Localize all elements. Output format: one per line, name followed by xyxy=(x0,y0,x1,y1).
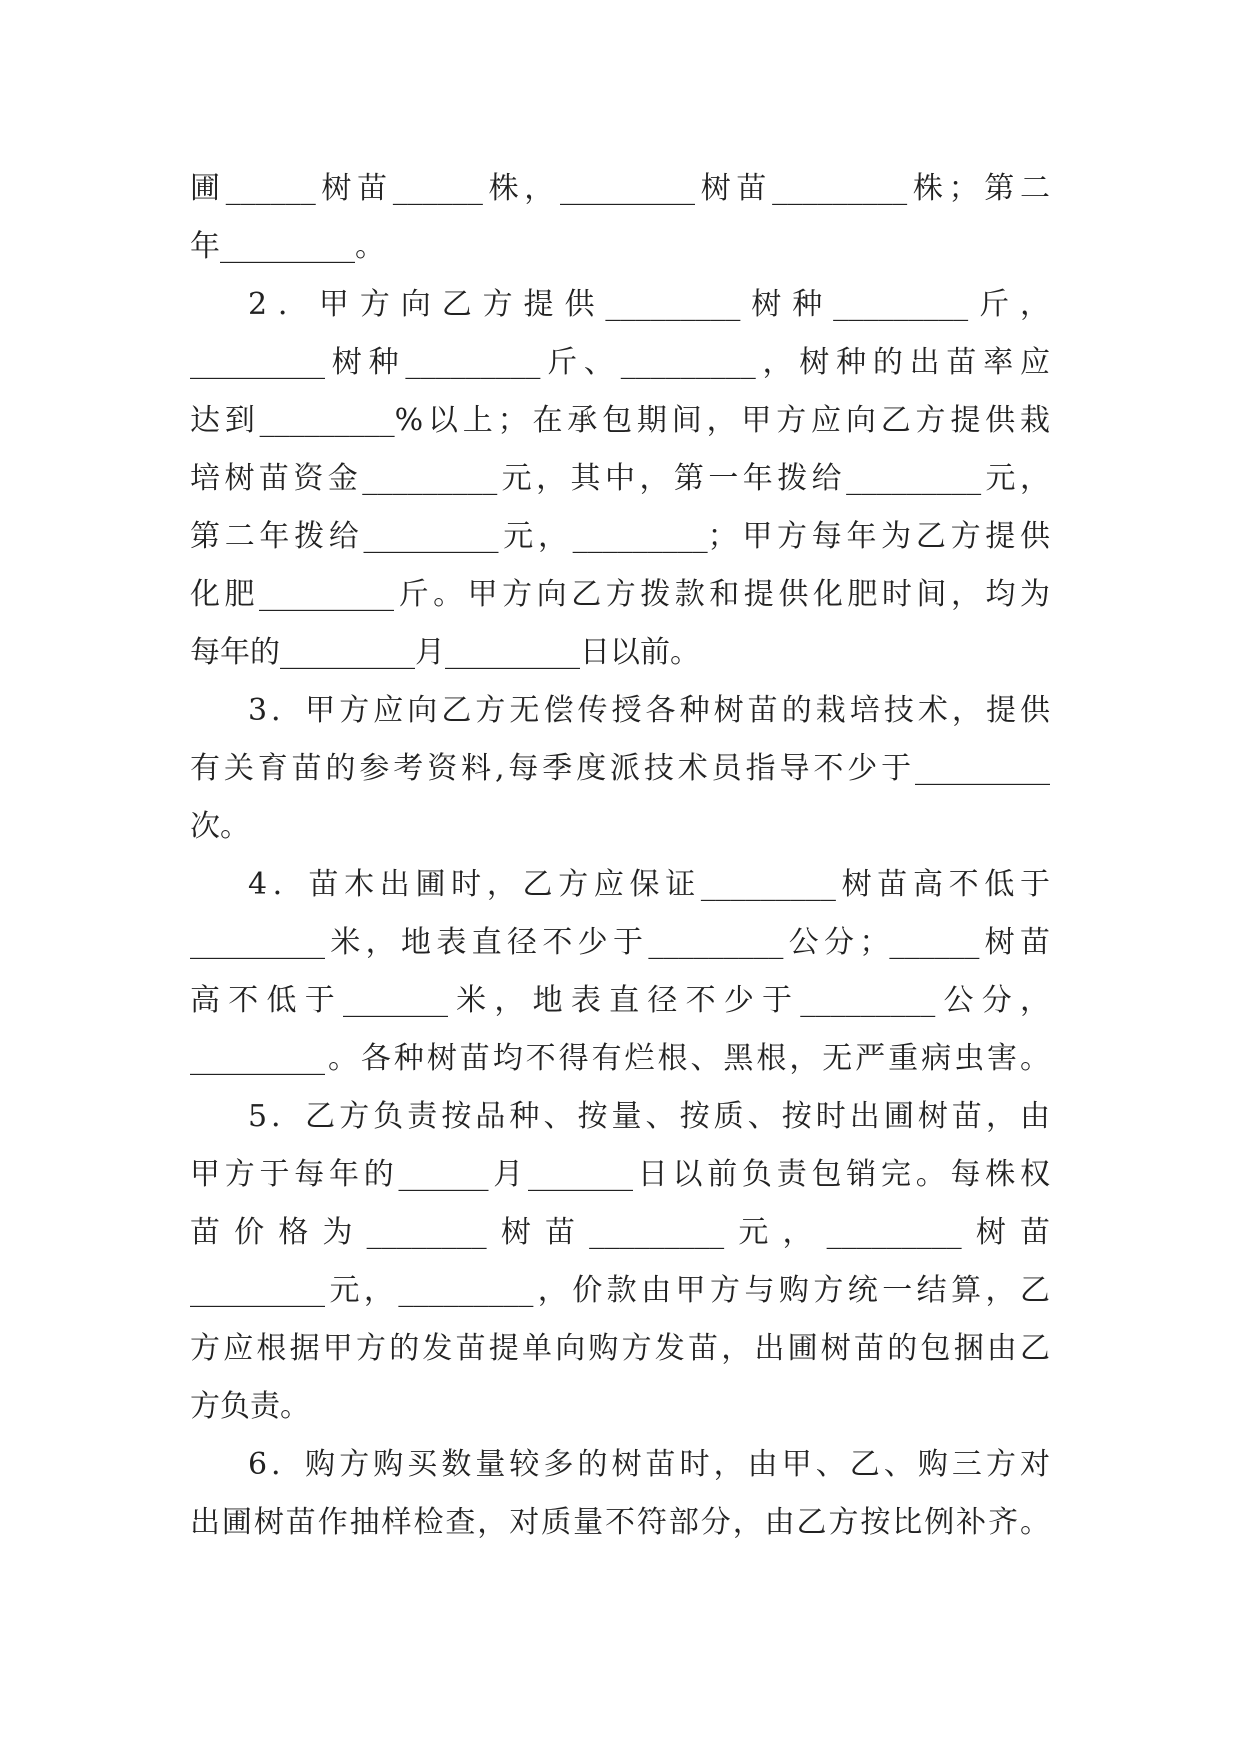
text-line: 甲方于每年的______月_______日以前负责包销完。每株权 xyxy=(190,1157,1050,1192)
text-line: 方负责。 xyxy=(190,1389,310,1424)
text-line: 第二年拨给_________元，_________；甲方每年为乙方提供 xyxy=(190,519,1050,554)
text-line: _________树种_________斤、_________，树种的出苗率应 xyxy=(190,345,1050,380)
text-line: 达到_________%以上；在承包期间，甲方应向乙方提供栽 xyxy=(190,403,1050,438)
text-line: 有关育苗的参考资料,每季度派技术员指导不少于_________ xyxy=(190,751,1050,786)
text-line: 苗价格为________树苗_________元，_________树苗 xyxy=(190,1215,1050,1250)
text-line: 4．苗木出圃时，乙方应保证_________树苗高不低于 xyxy=(248,867,1050,902)
text-line: 方应根据甲方的发苗提单向购方发苗，出圃树苗的包捆由乙 xyxy=(190,1331,1050,1366)
text-line: 培树苗资金_________元，其中，第一年拨给_________元， xyxy=(190,461,1050,496)
text-line: 6．购方购买数量较多的树苗时，由甲、乙、购三方对 xyxy=(248,1447,1050,1482)
text-line: 出圃树苗作抽样检查，对质量不符部分，由乙方按比例补齐。 xyxy=(190,1505,1050,1540)
document-body xyxy=(190,160,1050,1552)
text-line: _________元，_________，价款由甲方与购方统一结算，乙 xyxy=(190,1273,1050,1308)
text-line: 高不低于_______米，地表直径不少于_________公分， xyxy=(190,983,1050,1018)
text-line: 每年的_________月_________日以前。 xyxy=(190,635,700,670)
text-line: 圃______树苗______株，_________树苗_________株；第二 xyxy=(190,171,1050,206)
text-line: 年_________。 xyxy=(190,229,385,264)
text-line: 3．甲方应向乙方无偿传授各种树苗的栽培技术，提供 xyxy=(248,693,1050,728)
text-line: 化肥_________斤。甲方向乙方拨款和提供化肥时间，均为 xyxy=(190,577,1050,612)
text-line: 2．甲方向乙方提供_________树种_________斤， xyxy=(248,287,1050,322)
text-line: 5．乙方负责按品种、按量、按质、按时出圃树苗，由 xyxy=(248,1099,1050,1134)
text-line: _________。各种树苗均不得有烂根、黑根，无严重病虫害。 xyxy=(190,1041,1050,1076)
text-line: _________米，地表直径不少于_________公分；______树苗 xyxy=(190,925,1050,960)
text-line: 次。 xyxy=(190,809,250,844)
